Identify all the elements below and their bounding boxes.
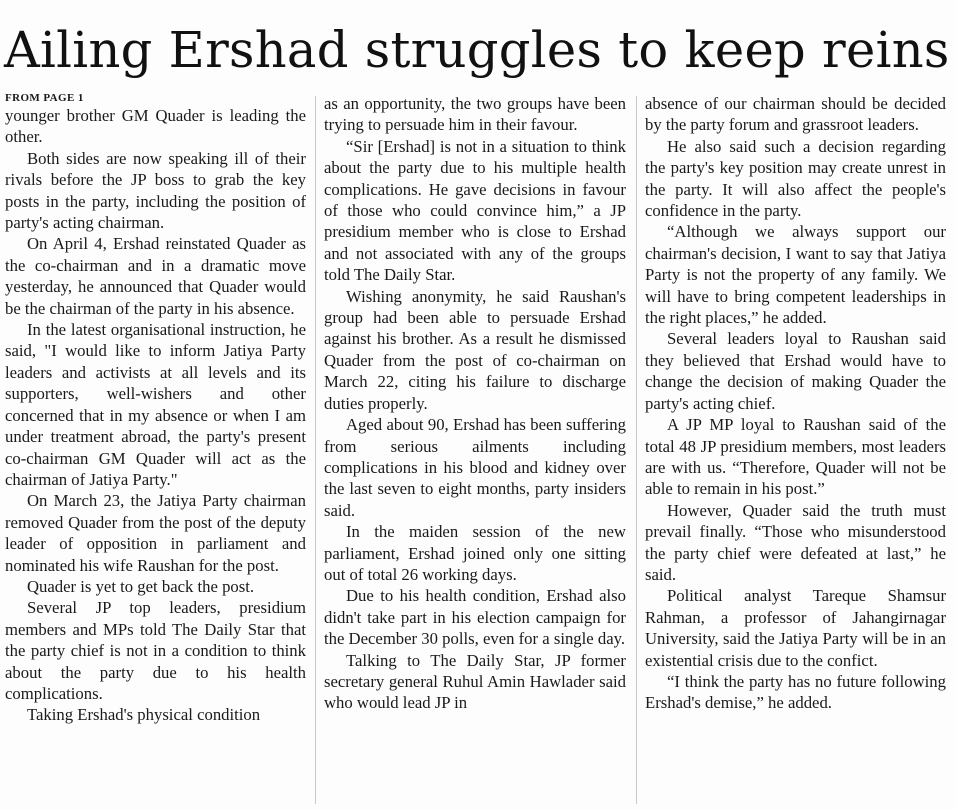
paragraph: Taking Ershad's physical condition [27,705,261,725]
paragraph: In the maiden session of the new parliament, Ershad joined only one sitting out of total 26 working days. [324,522,626,584]
paragraph: Due to his health condition, Ershad also didn't take part in his election campaign for the December 30 polls, even for a single day. [324,586,626,649]
article-column-3 [645,93,946,805]
paragraph: younger brother GM Quader is leading the other. [5,106,306,147]
paragraph: A JP MP loyal to Raushan said of the total 48 JP presidium members, most leaders are with us. “Therefore, Quader will not be able to remain in his post.” [645,415,946,499]
paragraph: Political analyst Tareque Shamsur Rahman, a professor of Jahangirnagar University, said the Jatiya Party will be in an existential crisis due to the confict. [645,586,946,670]
paragraph: “Although we always support our chairman's decision, I want to say that Jatiya Party is not the property of any family. We will have to bring competent leaderships in the right places,” he added. [645,222,946,328]
paragraph: Aged about 90, Ershad has been suffering from serious ailments including complications in his blood and kidney over the last seven to eight months, party insiders said. [324,415,626,520]
column-rule [636,96,637,804]
paragraph: However, Quader said the truth must prevail finally. “Those who misunderstood the party chief were defeated at last,” he said. [645,500,946,584]
paragraph: He also said such a decision regarding the party's key position may create unrest in the party. It will also affect the people's confidence in the party. [645,136,946,221]
paragraph: as an opportunity, the two groups have been trying to persuade him in their favour. [324,94,626,135]
paragraph: Wishing anonymity, he said Raushan's group had been able to persuade Ershad against his brother. As a result he dismissed Quader from the post of co-chairman on March 22, citing his failure to discharge duties properly. [324,286,626,413]
paragraph: Talking to The Daily Star, JP former secretary general Ruhul Amin Hawlader said who would lead JP in [324,650,626,713]
paragraph: “I think the party has no future following Ershad's demise,” he added. [645,671,946,713]
paragraph: “Sir [Ershad] is not in a situation to think about the party due to his multiple health complications. He gave decisions in favour of those who could convince him,” a JP presidium member who is close to Ershad and not associated with any of the groups told The Daily Star. [324,136,626,285]
paragraph: Both sides are now speaking ill of their rivals before the JP boss to grab the key posts in the party, including the position of party's acting chairman. [5,148,306,233]
paragraph: Quader is yet to get back the post. [27,576,255,596]
paragraph: Several leaders loyal to Raushan said they believed that Ershad would have to change the decision of making Quader the party's acting chief. [645,329,946,413]
paragraph: absence of our chairman should be decided by the party forum and grassroot leaders. [645,94,946,135]
article-column-1 [5,92,306,804]
from-page-kicker: FROM PAGE 1 [5,92,84,104]
paragraph: In the latest organisational instruction, he said, "I would like to inform Jatiya Party leaders and activists at all levels and its supporters, well-wishers and other concerned that in my absence or when I am under treatment abroad, the party's present co-chairman GM Quader will act as the chairman of Jatiya Party." [5,320,306,489]
headline: Ailing Ershad struggles to keep reins [4,21,950,79]
column-rule [315,96,316,804]
paragraph: Several JP top leaders, presidium members and MPs told The Daily Star that the party chief is not in a condition to think about the party due to his health complications. [5,598,306,703]
paragraph: On March 23, the Jatiya Party chairman removed Quader from the post of the deputy leader of opposition in parliament and nominated his wife Raushan for the post. [5,491,306,575]
article-column-2 [324,93,626,805]
paragraph: On April 4, Ershad reinstated Quader as the co-chairman and in a dramatic move yesterday, he announced that Quader would be the chairman of the party in his absence. [5,234,306,318]
